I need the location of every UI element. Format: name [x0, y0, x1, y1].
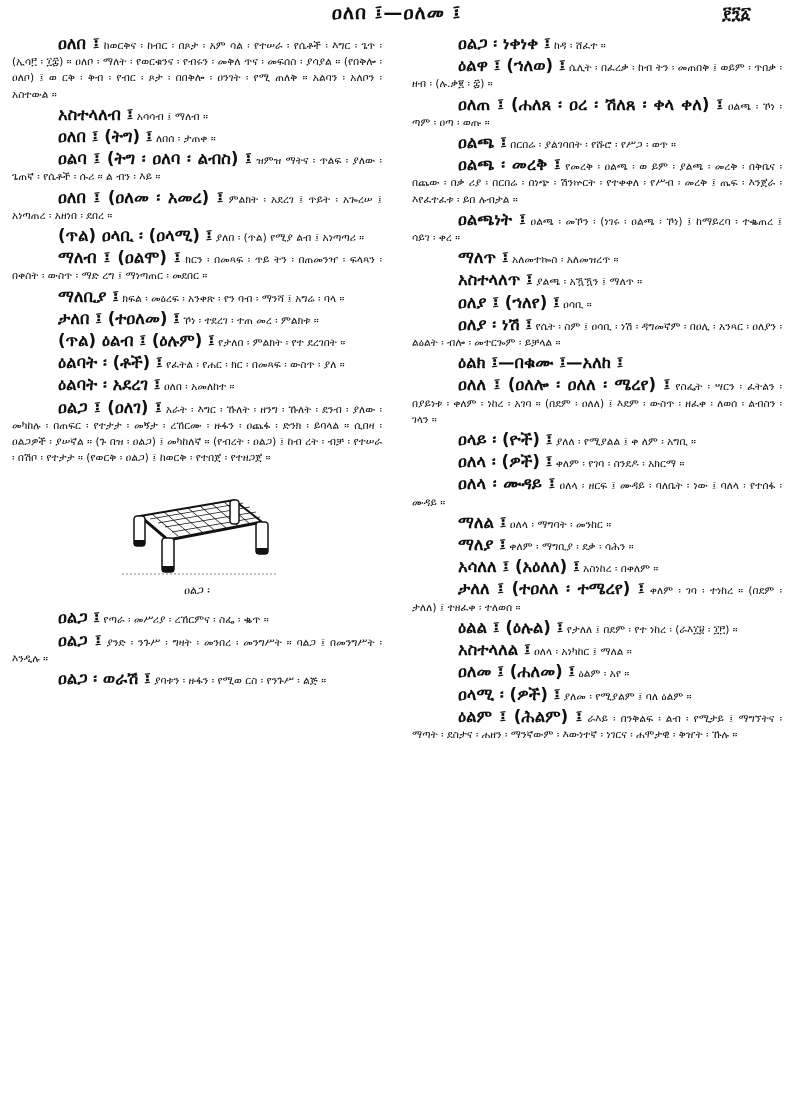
entry-headword: ዕልክ ፤—በቁሙ ፤—አለከ ፤ [458, 353, 624, 373]
entry-headword: (ጥል) ዐላቢ ፡ (ዐላሚ) ፤ [58, 226, 213, 246]
entry-definition: ዐለበ ፡ አመለከተ ። [163, 381, 235, 394]
entry-definition: ከዳ ፡ ሸፈተ ። [554, 40, 606, 52]
dictionary-entry [412, 155, 782, 208]
dictionary-entry [412, 315, 782, 351]
dictionary-entry [412, 34, 782, 54]
entry-definition: ዐልጫ ፡ መኾን ፡ (ነገሩ ፡ ዐልጫ ፡ ኾነ) ፤ ከማይረባ ፡ ተቈጠረ ፤ ሳይገ ፡ ቀረ ። [412, 215, 782, 245]
dictionary-entry [12, 353, 382, 373]
entry-headword: አሳለለ ፤ (አዕለለ) ፤ [458, 557, 580, 577]
dictionary-entry [12, 331, 382, 351]
entry-definition: ክርን ፡ በመጻፍ ፡ ጥይ ትን ፡ በጠመንዣ ፡ ፍላጻን ፡ በቀስት ፡ ውስጥ ፡ ማድ ረግ ፤ ማነጣጠር ፡ መደበር ። [12, 254, 382, 283]
entry-definition: በርበሬ ፡ ያልገባበት ፡ የሹሮ ፡ የሥጋ ፡ ወጥ ። [510, 139, 677, 152]
bed-drawing-icon [112, 478, 282, 578]
entry-definition: ያልጫ ፡ አዃዃን ፤ ማለጥ ። [536, 276, 643, 289]
right-entries [412, 34, 782, 743]
entry-headword: ዐልጫ ፡ መረቅ ፤ [458, 155, 561, 175]
entry-definition: አራት ፡ እግር ፡ ኹለት ፡ ዘንግ ፡ ኹለት ፡ ደንብ ፡ ያለው ፡ መካከሉ ፡ በጠፍር ፡ የተታታ ፡ መኝታ ፡ ረኸርሙ ፡ ዙፋን ፡ ዐጨፋ ፡ ድንክ ፡ ይባላል ። ሲበዛ ፡ ዐልጋዎች ፡ ያሠኛል ። (ጉ በዝ ፡ ዐልጋ) ፤ መካከለኛ ። (የብረት ፡ ዐልጋ) ፤ ከብ ረት ፡ ብቻ ፡ የተሠራ ፡ በሽቦ ፡ የተታታ ። (የወርቅ ፡ ዐልጋ) ፤ ከወርቅ ፡ የተበጀ ፡ የተዘጋጀ ። [12, 403, 382, 465]
entry-definition: ዐሳቢ ። [563, 298, 592, 311]
entry-headword: (ጥል) ዕልብ ፤ (ዕሉም) ፤ [58, 331, 215, 351]
dictionary-entry [412, 513, 782, 533]
entry-headword: ዕልም ፤ (ሕልም) ፤ [458, 706, 583, 726]
entry-headword: ዐልጋ ፤ (ዐለገ) ፤ [58, 397, 162, 417]
dictionary-entry [12, 669, 382, 689]
entry-definition: ያለለ ፡ የሚያልል ፤ ቀ ለም ፡ አግቢ ። [555, 436, 697, 449]
right-column [412, 34, 782, 1094]
entry-definition: ያለመ ፡ የሚያልም ፤ ባለ ዕልም ። [563, 690, 692, 703]
entry-headword: ዕልዋ ፤ (ኀለወ) ፤ [458, 56, 566, 76]
dictionary-entry [12, 248, 382, 284]
page-title: ዐለበ ፤—ዐለመ ፤ [331, 2, 462, 24]
entry-headword: ዐላሚ ፡ (ዎች) ፤ [458, 684, 561, 704]
entry-headword: ማለቢያ ፤ [58, 286, 120, 306]
entry-headword: አስተላለል ፤ [458, 640, 531, 660]
entry-headword: ዐልጋ ፤ [58, 630, 102, 650]
entry-headword: ዕልባት ፡ (ቶች) ፤ [58, 353, 163, 373]
dictionary-entry [12, 398, 382, 467]
entry-headword: ዐልጋ ፡ ነቀነቀ ፤ [458, 34, 551, 53]
dictionary-entry [412, 210, 782, 246]
entry-headword: ዐለላ ፡ ሙዳይ ፤ [458, 474, 556, 494]
entry-definition: ቀለም ፡ የገባ ፡ ስንደዶ ፡ አክርማ ። [555, 458, 685, 471]
dictionary-entry [412, 95, 782, 131]
entry-headword: አስተላለጥ ፤ [458, 270, 533, 290]
entry-headword: ዐለበ ፤ (ትግ) ፤ [58, 127, 153, 147]
dictionary-entry [412, 662, 782, 682]
entry-definition: ምልክት ፡ አደረገ ፤ ጥይት ፡ አጐረሠ ፤ አነጣጠረ ፡ አዘነበ ፡ ደበረ ። [12, 193, 382, 222]
entry-headword: ማለያ ፤ [458, 535, 507, 555]
figure-caption: ዐልጋ ፡ [184, 584, 210, 598]
entry-definition: አለመተኰስ ፡ አለመዝረጥ ። [512, 254, 619, 267]
entry-definition: ቀለም ፡ ገባ ፡ ተነከረ ። (በደም ፡ ታለለ) ፤ ተዘፈቀ ፡ ተለወሰ ። [412, 585, 782, 614]
dictionary-entry [412, 557, 782, 577]
entry-definition: ኾነ ፡ ተደረገ ፡ ተጠ መረ ፡ ምልክቱ ። [183, 314, 319, 327]
entry-headword: ማለጥ ፤ [458, 248, 509, 268]
entry-definition: ዐልጫ ፡ ኾነ ፡ ጣም ፡ ዐጣ ፡ ወጡ ። [412, 100, 782, 129]
entry-headword: ዐለጠ ፤ (ሐለጸ ፡ ዐረ ፡ ሽለጸ ፡ ቀላ ቀለ) ፤ [458, 94, 724, 114]
entry-definition: ክፍል ፡ መዕረፍ ፡ አንቀጽ ፡ የን ባብ ፡ ማንሻ ፤ አግሬ ፡ ባላ ። [122, 292, 345, 305]
entry-headword: ዐልጋ ፤ [58, 608, 101, 628]
dictionary-entry [412, 353, 782, 373]
dictionary-entry [412, 248, 782, 268]
entry-definition: አስነከረ ፡ በቀለም ። [583, 563, 659, 576]
entry-definition: የጣራ ፡ መሥሪያ ፡ ረኸርምና ፡ ስፌ ፡ ቈጥ ። [103, 614, 269, 627]
entry-definition: ሴሊት ፡ በፈረቃ ፡ ከብ ትን ፡ መጠበቅ ፤ ወይም ፡ ጥበቃ ፡ ዘብ ፡ (ሉ.ቃ፪ ፡ ፰) ። [412, 62, 782, 91]
entry-headword: ማለብ ፤ (ዐልሞ) ፤ [58, 248, 181, 268]
entry-definition: ለበሰ ፡ ታጠቀ ። [155, 133, 216, 146]
entry-headword: ዐላይ ፡ (ዮች) ፤ [458, 430, 553, 450]
entry-definition: ያለበ ፡ (ጥል) የሚያ ልብ ፤ አነጣጣሪ ። [215, 232, 365, 245]
entry-definition: ያባቱን ፡ ዙፋን ፡ የሚወ ርስ ፡ የንጉሥ ፡ ልጅ ። [154, 675, 327, 688]
dictionary-entry [412, 56, 782, 92]
entry-definition: የሴት ፡ ስም ፤ ዐሳቢ ፡ ነሽ ፡ ዳግመኛም ፡ በዐሊ ፡ አንጻር ፡ ዐለያን ፡ ልዕልት ፡ ብሎ ፡ መተርጐም ፡ ይቻላል ። [412, 320, 782, 350]
dictionary-entry [412, 375, 782, 428]
entry-headword: ዐለበ ፤ [58, 34, 100, 53]
entry-definition: ዝምዝ ማትና ፡ ጥልፍ ፡ ያለው ፡ ጌጠኛ ፡ የሴቶች ፡ ሱሪ ። ል ብን ፡ እይ ። [12, 155, 382, 184]
left-entries [12, 34, 382, 466]
entry-definition: የስፌት ፡ ሣርን ፡ ፈትልን ፡ በያይነቱ ፡ ቀለም ፡ ነከረ ፡ አገባ ። (በደም ፡ ዐለለ) ፤ እደም ፡ ውስጥ ፡ ዘፈቀ ፡ ለወሰ ፡ ልብስን ፡ ገላን ። [412, 381, 782, 426]
entry-headword: አስተላለብ ፤ [58, 104, 134, 124]
entry-definition: ራእይ ፡ በንቅልፍ ፡ ልብ ፡ የሚታይ ፤ ማግኘትና ፡ ማጣት ፡ ደስታና ፡ ሐዘን ፡ ማንኛውም ፡ እውነተኛ ፡ ነገርና ፡ ሐሞታዊ ፡ ቅዠት ፡ ኹሉ ። [412, 712, 782, 741]
dictionary-entry [412, 579, 782, 615]
entry-definition: ዐለላ ፡ ዘርፍ ፤ ሙዳይ ፡ ባለቤት ፡ ነው ፤ ባለላ ፡ የተሰፋ ፡ ሙዳይ ። [412, 480, 782, 509]
dictionary-entry [12, 631, 382, 667]
dictionary-entry [12, 287, 382, 307]
dictionary-entry [412, 474, 782, 510]
page-number: ፻፺፩ [722, 4, 751, 24]
dictionary-entry [412, 685, 782, 705]
dictionary-entry [12, 375, 382, 395]
entry-headword: ዕልል ፤ (ዕሉል) ፤ [458, 617, 564, 637]
left-column [12, 34, 382, 1094]
entry-definition: ያንድ ፡ ንጉሥ ፡ ግዛት ፡ መንበረ ፡ መንግሥት ። ባልጋ ፤ በመንግሥት ፡ እንዲሉ ። [12, 636, 382, 665]
entry-definition: የመረቅ ፡ ዐልጫ ፡ ወ ይም ፡ ያልጫ ፡ መረቅ ፡ በቅቤና ፡ በጨው ፡ በቃ ሪያ ፡ በርበሬ ፡ በነጭ ፡ ሽንኵርት ፡ የተቀቀለ ፡ የሥብ ፡ መረቅ ፤ ጤፍ ፡ እንጀራ ፡ እየፈተፈቱ ፡ ይበ ሉብታል ። [412, 161, 782, 206]
entry-definition: ቀለም ፡ ማግቢያ ፡ ደቃ ፡ ሳሕን ። [509, 541, 634, 554]
entry-definition: ዕልም ፡ አየ ። [578, 668, 630, 681]
dictionary-entry [412, 452, 782, 472]
left-entries-after [12, 608, 382, 689]
entry-headword: ዐልጫ ፤ [458, 133, 507, 153]
dictionary-entry [12, 309, 382, 329]
entry-headword: ታለለ ፤ (ተዐለለ ፡ ተሜረየ) ፤ [458, 579, 645, 599]
entry-headword: ዐለያ ፤ (ኀለየ) ፤ [458, 292, 560, 312]
dictionary-entry [412, 535, 782, 555]
dictionary-entry [12, 127, 382, 147]
entry-headword: ዐለላ ፡ (ዎች) ፤ [458, 452, 553, 472]
entry-headword: ዕልባት ፡ አደረገ ፤ [58, 375, 161, 395]
bed-illustration [12, 478, 382, 598]
entry-definition: ዐለላ ፡ አነካከር ፤ ማለል ። [534, 646, 632, 659]
dictionary-entry [412, 430, 782, 450]
entry-definition: ከወርቅና ፡ ከብር ፡ በጾታ ፡ አም ሳል ፡ የተሠራ ፡ የሴቶች ፡ እግር ፡ ጌጥ ፡ (ኢሳ፫ ፡ ፲፰) ። ዐለቦ ፡ ማለት ፡ የወርቁንና ፡ የብሩን ፡ መቅለ ጥና ፡ መፍሰስ ፡ ያሳያል ። (የበቅሎ ፡ ዐለቦ) ፤ ወ ርቅ ፡ ቅብ ፡ የብር ፡ ጾታ ፡ በበቅሎ ፡ ዐንገት ፡ የሚ ጠለቅ ። አልባን ፡ አለቦን ፡ አስተውል ። [12, 40, 382, 101]
dictionary-entry [12, 105, 382, 125]
entry-headword: ዐለበ ፤ (ዐለመ ፡ አመረ) ፤ [58, 187, 224, 207]
dictionary-entry [12, 149, 382, 185]
dictionary-entry [412, 618, 782, 638]
dictionary-entry [12, 608, 382, 628]
entry-definition: የታለበ ፡ ምልክት ፡ የተ ደረገበት ። [218, 337, 346, 350]
entry-definition: ዐለላ ፡ ማግባት ፡ መንከር ። [509, 518, 612, 531]
entry-headword: ታለበ ፤ (ተዐለመ) ፤ [58, 308, 180, 328]
dictionary-entry [412, 293, 782, 313]
entry-headword: ዐልጫነት ፤ [458, 209, 526, 229]
dictionary-entry [412, 707, 782, 743]
entry-headword: ዐለለ ፤ (ዐለሎ ፡ ዐለለ ፡ ሜረየ) ፤ [458, 375, 671, 395]
entry-headword: ማለል ፤ [458, 512, 507, 532]
dictionary-entry [412, 270, 782, 290]
entry-headword: ዐልጋ ፡ ወራሽ ፤ [58, 669, 151, 689]
dictionary-entry [12, 34, 382, 103]
dictionary-entry [412, 133, 782, 153]
entry-definition: አሳሳብ ፤ ማለብ ። [136, 110, 209, 123]
dictionary-entry [412, 640, 782, 660]
entry-definition: የታለለ ፤ በደም ፡ የተ ነከረ ፡ (ራእ፲፱ ፡ ፲፫) ። [566, 623, 738, 636]
entry-headword: ዐልባ ፤ (ትግ ፡ ዐለባ ፡ ልብስ) ፤ [58, 149, 252, 169]
page-header [0, 0, 793, 28]
dictionary-entry [12, 226, 382, 246]
entry-headword: ዐለያ ፡ ነሽ ፤ [458, 314, 533, 334]
entry-headword: ዐለመ ፤ (ሐለመ) ፤ [458, 662, 576, 682]
dictionary-entry [12, 188, 382, 224]
entry-definition: የፈትል ፡ የሐር ፡ ክር ፡ በመጻፍ ፡ ውስጥ ፡ ያለ ። [166, 359, 345, 372]
